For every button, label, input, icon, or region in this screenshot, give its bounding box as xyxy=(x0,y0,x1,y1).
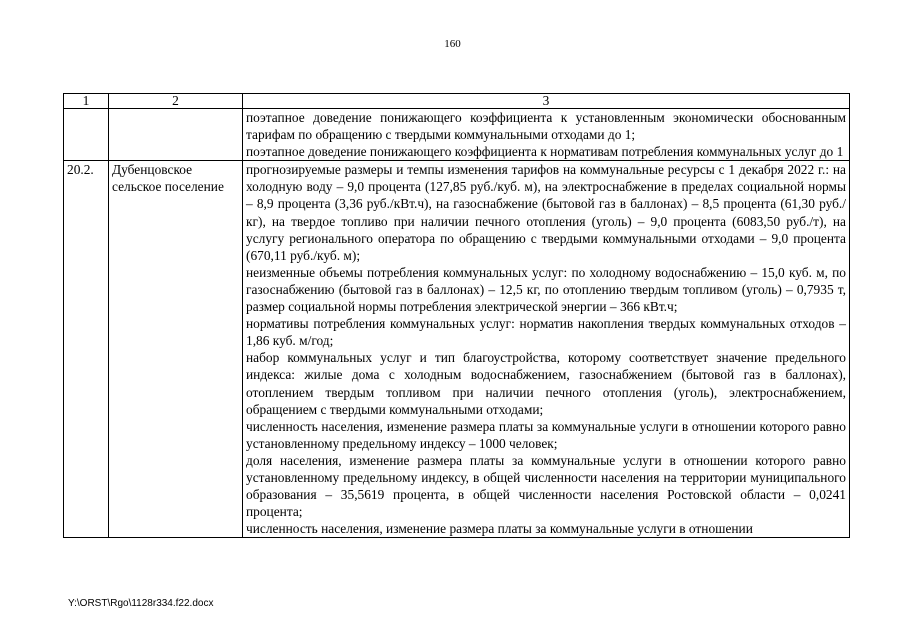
row-content-cell xyxy=(243,109,850,161)
table-row-continuation xyxy=(64,109,850,161)
document-table xyxy=(63,93,850,538)
paragraph: численность населения, изменение размера платы за коммунальные услуги в отношении xyxy=(246,521,753,537)
row-number-cell: 20.2. xyxy=(64,161,109,538)
file-path-footer: Y:\ORST\Rgo\1128r334.f22.docx xyxy=(68,598,214,609)
header-col-2: 2 xyxy=(109,94,243,109)
row-name-cell: Дубенцовское сельское поселение xyxy=(109,161,243,538)
row-content-cell xyxy=(243,161,850,538)
table-header-row xyxy=(64,94,850,109)
paragraph: прогнозируемые размеры и темпы изменения тарифов на коммунальные ресурсы с 1 декабря 2022 г.: на холодную воду – 9,0 процента (127,85 руб./куб. м), на электроснабжение в пределах социальной нормы – 8,9 процента (3,36 руб./кВт.ч), на газоснабжение (бытовой газ в баллонах) – 8,5 процента (61,30 руб./кг), на твердое топливо при наличии печного отопления (уголь) – 9,0 процента (6083,50 руб./т), на услугу регионального оператора по обращению с твердыми коммунальными отходами – 9,0 процента (670,11 руб./куб. м); xyxy=(246,162,846,263)
table-row-20-2 xyxy=(64,161,850,538)
paragraph: численность населения, изменение размера платы за коммунальные услуги в отношении которого равно установленному предельному индексу – 1000 человек; xyxy=(246,418,846,451)
paragraph: неизменные объемы потребления коммунальных услуг: по холодному водоснабжению – 15,0 куб. м, по газоснабжению (бытовой газ в баллонах) – 12,5 кг, по отоплению твердым топливом (уголь) – 0,7935 т, размер социальной нормы потребления электрической энергии – 366 кВт.ч; xyxy=(246,264,846,315)
row-number-cell xyxy=(64,109,109,161)
paragraph: поэтапное доведение понижающего коэффициента к нормативам потребления коммунальных услуг до 1 xyxy=(246,144,844,160)
page-number: 160 xyxy=(444,38,461,50)
row-name-cell xyxy=(109,109,243,161)
paragraph: поэтапное доведение понижающего коэффициента к установленным экономически обоснованным тарифам по обращению с твердыми коммунальными отходами до 1; xyxy=(246,110,846,143)
paragraph: набор коммунальных услуг и тип благоустройства, которому соответствует значение предельного индекса: жилые дома с холодным водоснабжением, газоснабжением (бытовой газ в баллонах), отоплением твердым топливом при наличии печного отопления (уголь), электроснабжением, обращением с твердыми коммунальными отходами; xyxy=(246,350,846,417)
header-col-3: 3 xyxy=(243,94,850,109)
paragraph: доля населения, изменение размера платы за коммунальные услуги в отношении которого равно установленному предельному индексу, в общей численности населения на территории муниципального образования – 35,5619 процента, в общей численности населения Ростовской области – 0,0241 процента; xyxy=(246,452,846,520)
paragraph: нормативы потребления коммунальных услуг: норматив накопления твердых коммунальных отходов – 1,86 куб. м/год; xyxy=(246,316,846,349)
header-col-1: 1 xyxy=(64,94,109,109)
